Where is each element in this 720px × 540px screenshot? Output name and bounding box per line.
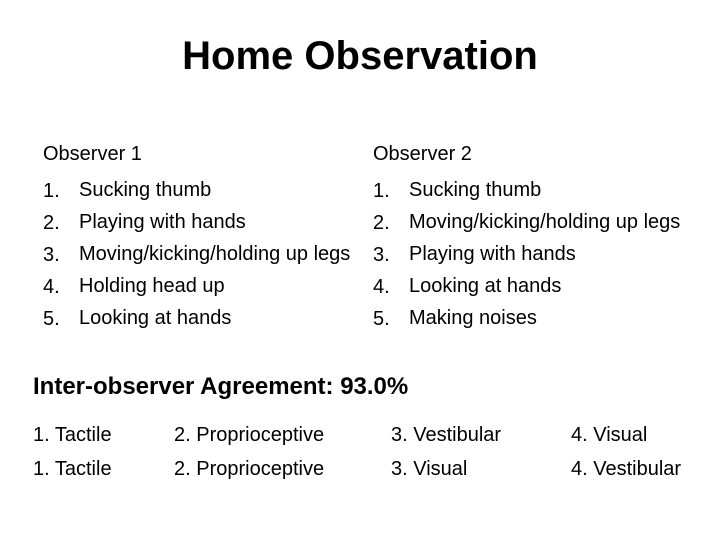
observer-1-heading: Observer 1 bbox=[43, 143, 142, 165]
list-item-text: Moving/kicking/holding up legs bbox=[409, 211, 681, 233]
sense-label: 1. Tactile bbox=[33, 424, 112, 446]
list-item bbox=[373, 302, 683, 334]
observer-1-list bbox=[43, 174, 353, 334]
observer-2-heading: Observer 2 bbox=[373, 143, 472, 165]
list-item-number: 4. bbox=[373, 276, 390, 298]
list-item bbox=[43, 174, 353, 206]
list-item-number: 1. bbox=[373, 180, 390, 202]
list-item-number: 2. bbox=[43, 212, 60, 234]
sense-column-3 bbox=[391, 418, 501, 486]
agreement-heading: Inter-observer Agreement: 93.0% bbox=[33, 373, 409, 400]
list-item-number: 2. bbox=[373, 212, 390, 234]
list-item-text: Making noises bbox=[409, 307, 537, 329]
list-item-number: 5. bbox=[43, 308, 60, 330]
observer-2-column bbox=[373, 140, 683, 334]
sense-label: 1. Tactile bbox=[33, 458, 112, 480]
list-item-text: Playing with hands bbox=[409, 243, 576, 265]
sense-label: 2. Proprioceptive bbox=[174, 458, 325, 480]
sense-column-1 bbox=[33, 418, 112, 486]
sense-column-2 bbox=[174, 418, 324, 486]
list-item-text: Looking at hands bbox=[79, 307, 232, 329]
list-item bbox=[373, 238, 683, 270]
page-title: Home Observation bbox=[182, 34, 538, 78]
sense-label: 4. Visual bbox=[571, 424, 648, 446]
list-item bbox=[43, 238, 353, 270]
list-item bbox=[43, 302, 353, 334]
list-item-number: 1. bbox=[43, 180, 60, 202]
list-item-text: Holding head up bbox=[79, 275, 225, 297]
list-item bbox=[373, 206, 683, 238]
list-item-number: 3. bbox=[373, 244, 390, 266]
list-item-text: Playing with hands bbox=[79, 211, 246, 233]
list-item-text: Moving/kicking/holding up legs bbox=[79, 243, 351, 265]
list-item-text: Sucking thumb bbox=[79, 179, 212, 201]
list-item-number: 3. bbox=[43, 244, 60, 266]
list-item bbox=[43, 270, 353, 302]
sense-column-4 bbox=[571, 418, 681, 486]
list-item bbox=[373, 174, 683, 206]
sense-label: 2. Proprioceptive bbox=[174, 424, 325, 446]
observer-1-column bbox=[43, 140, 353, 334]
observer-2-list bbox=[373, 174, 683, 334]
list-item-text: Sucking thumb bbox=[409, 179, 542, 201]
list-item-number: 5. bbox=[373, 308, 390, 330]
sense-label: 3. Visual bbox=[391, 458, 468, 480]
sense-label: 3. Vestibular bbox=[391, 424, 502, 446]
list-item bbox=[373, 270, 683, 302]
list-item-text: Looking at hands bbox=[409, 275, 562, 297]
sense-label: 4. Vestibular bbox=[571, 458, 682, 480]
list-item-number: 4. bbox=[43, 276, 60, 298]
list-item bbox=[43, 206, 353, 238]
